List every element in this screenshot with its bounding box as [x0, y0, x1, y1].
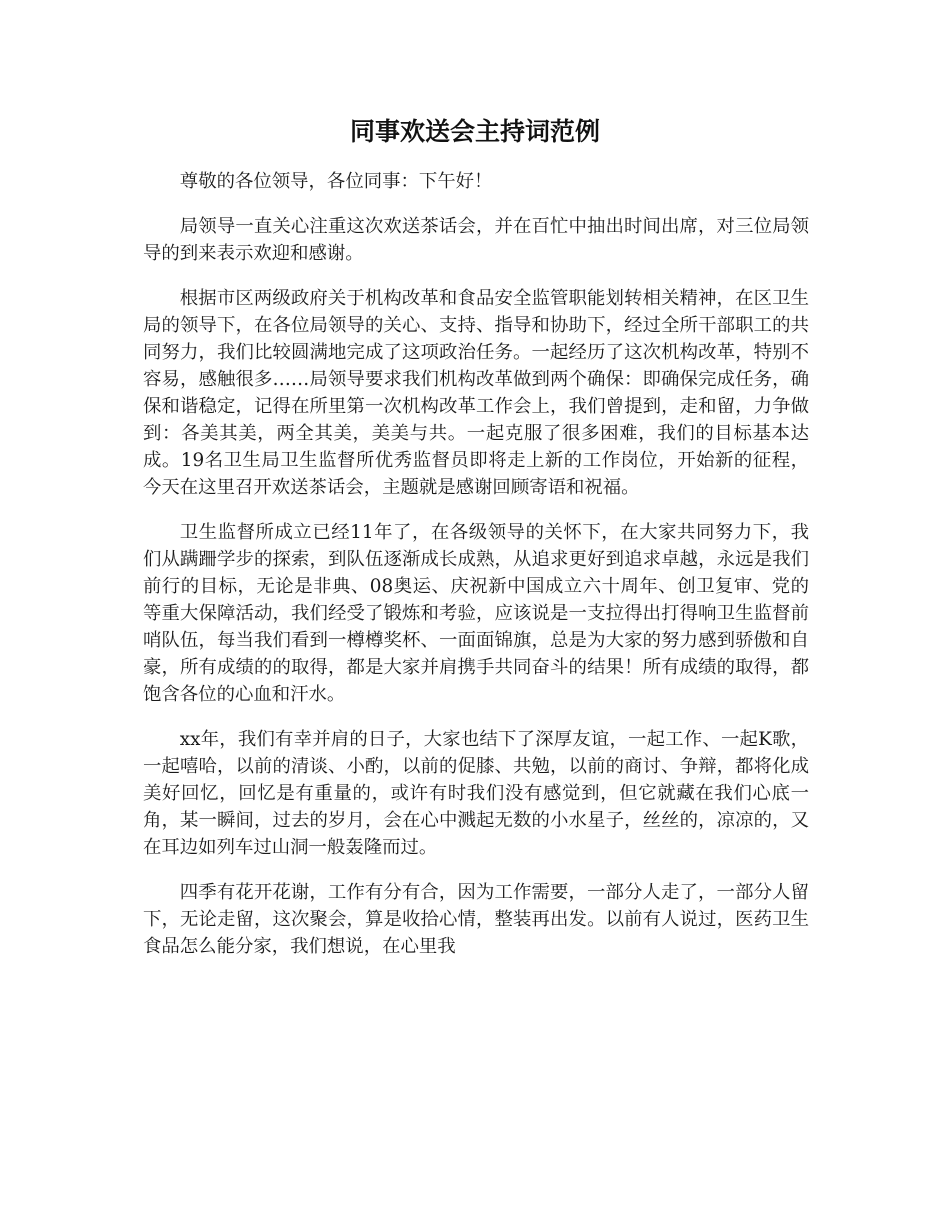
paragraph-history: 卫生监督所成立已经11年了，在各级领导的关怀下，在大家共同努力下，我们从蹒跚学步的探索，到队伍逐渐成长成熟，从追求更好到追求卓越，永远是我们前行的目标，无论是非典、08奥运、庆祝新中国成立六十周年、创卫复审、党的等重大保障活动，我们经受了锻炼和考验，应该说是一支拉得出打得响卫生监督前哨队伍，每当我们看到一樽樽奖杯、一面面锦旗，总是为大家的努力感到骄傲和自豪，所有成绩的的取得，都是大家并肩携手共同奋斗的结果！所有成绩的取得，都饱含各位的心血和汗水。	[143, 522, 809, 705]
paragraph-greeting: 尊敬的各位领导，各位同事：下午好！	[179, 171, 493, 192]
paragraph-memories: xx年，我们有幸并肩的日子，大家也结下了深厚友谊，一起工作、一起K歌，一起嘻哈，以前的清谈、小酌，以前的促膝、共勉，以前的商讨、争辩，都将化成美好回忆，回忆是有重量的，或许有时我们没有感觉到，但它就藏在我们心底一角，某一瞬间，过去的岁月，会在心中溅起无数的小水星子，丝丝的，凉凉的，又在耳边如列车过山洞一般轰隆而过。	[143, 729, 809, 858]
document-title: 同事欢送会主持词范例	[349, 117, 600, 146]
paragraph-welcome: 局领导一直关心注重这次欢送茶话会，并在百忙中抽出时间出席，对三位局领导的到来表示欢迎和感谢。	[143, 216, 809, 264]
paragraph-reform: 根据市区两级政府关于机构改革和食品安全监管职能划转相关精神，在区卫生局的领导下，在各位局领导的关心、支持、指导和协助下，经过全所干部职工的共同努力，我们比较圆满地完成了这项政治任务。一起经历了这次机构改革，特别不容易，感触很多……局领导要求我们机构改革做到两个确保：即确保完成任务，确保和谐稳定，记得在所里第一次机构改革工作会上，我们曾提到，走和留，力争做到：各美其美，两全其美，美美与共。一起克服了很多困难，我们的目标基本达成。19名卫生局卫生监督所优秀监督员即将走上新的工作岗位，开始新的征程，今天在这里召开欢送茶话会，主题就是感谢回顾寄语和祝福。	[143, 288, 809, 498]
paragraph-seasons: 四季有花开花谢，工作有分有合，因为工作需要，一部分人走了，一部分人留下，无论走留，这次聚会，算是收拾心情，整装再出发。以前有人说过，医药卫生食品怎么能分家，我们想说，在心里我	[143, 882, 809, 957]
document-body	[143, 168, 809, 978]
